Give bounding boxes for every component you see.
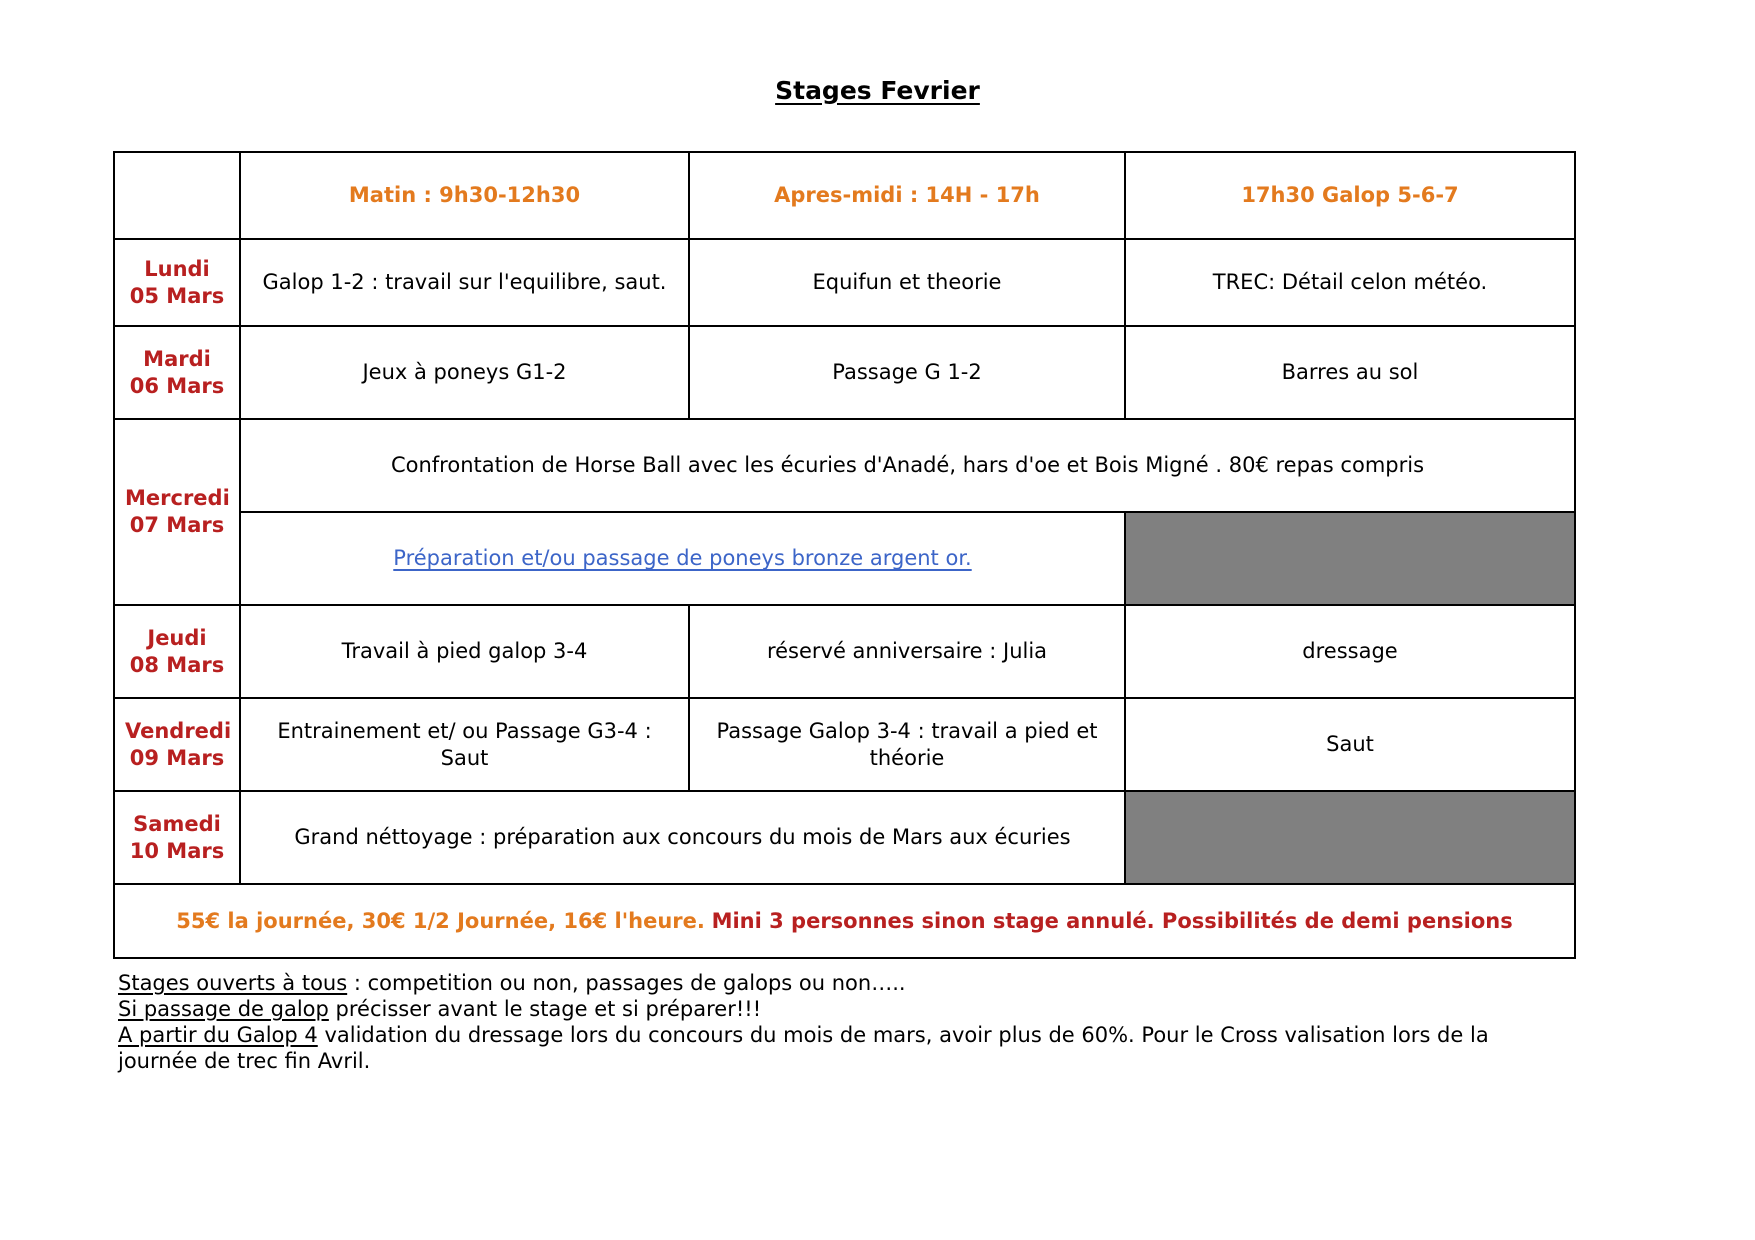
day-cell-vendredi <box>114 698 240 791</box>
table-header-row <box>114 152 1575 239</box>
cell-text-line: Passage Galop 3-4 : travail a pied et <box>716 718 1098 743</box>
note-underlined: A partir du Galop 4 <box>118 1023 318 1047</box>
day-date: 08 Mars <box>129 652 225 677</box>
header-matin: Matin : 9h30-12h30 <box>240 152 689 239</box>
cell-mercredi-blocked <box>1125 512 1575 605</box>
day-date: 06 Mars <box>129 373 225 398</box>
note-text: validation du dressage lors du concours du mois de mars, avoir plus de 60%. Pour le Cross valisation lors de la <box>317 1023 1489 1047</box>
table-row <box>114 419 1575 512</box>
cell-jeudi-matin: Travail à pied galop 3-4 <box>240 605 689 698</box>
note-underlined: Si passage de galop <box>118 997 329 1021</box>
table-row <box>114 605 1575 698</box>
day-cell-jeudi <box>114 605 240 698</box>
cell-samedi-matin-aprem: Grand néttoyage : préparation aux concours du mois de Mars aux écuries <box>240 791 1125 884</box>
pricing-cell <box>114 884 1575 958</box>
day-name: Mercredi <box>125 486 230 510</box>
cell-text-line: Saut <box>440 745 489 770</box>
table-row <box>114 326 1575 419</box>
day-name: Lundi <box>144 256 210 281</box>
notes-block <box>118 970 1558 1074</box>
day-cell-mercredi <box>114 419 240 605</box>
poneys-link[interactable]: Préparation et/ou passage de poneys bronze argent or. <box>393 546 972 570</box>
cell-mercredi-horse-ball: Confrontation de Horse Ball avec les écuries d'Anadé, hars d'oe et Bois Migné . 80€ repas compris <box>240 419 1575 512</box>
note-line <box>118 970 1558 996</box>
cell-lundi-soir: TREC: Détail celon météo. <box>1125 239 1575 326</box>
table-row <box>114 698 1575 791</box>
cell-lundi-apres-midi: Equifun et theorie <box>689 239 1125 326</box>
note-text: précisser avant le stage et si préparer!!! <box>328 997 762 1021</box>
day-name: Jeudi <box>147 625 207 650</box>
day-date: 09 Mars <box>129 745 225 770</box>
pricing-conditions: Mini 3 personnes sinon stage annulé. Possibilités de demi pensions <box>711 908 1513 933</box>
day-name: Mardi <box>143 346 211 371</box>
table-row <box>114 239 1575 326</box>
cell-mardi-apres-midi: Passage G 1-2 <box>689 326 1125 419</box>
header-soir: 17h30 Galop 5-6-7 <box>1125 152 1575 239</box>
cell-mardi-matin: Jeux à poneys G1-2 <box>240 326 689 419</box>
schedule-table <box>113 151 1576 959</box>
cell-vendredi-matin <box>240 698 689 791</box>
cell-lundi-matin: Galop 1-2 : travail sur l'equilibre, saut. <box>240 239 689 326</box>
pricing-row <box>114 884 1575 958</box>
pricing-prices: 55€ la journée, 30€ 1/2 Journée, 16€ l'heure. <box>176 908 705 933</box>
day-cell-lundi <box>114 239 240 326</box>
day-date: 07 Mars <box>129 513 225 537</box>
day-name: Samedi <box>133 811 221 836</box>
day-cell-mardi <box>114 326 240 419</box>
cell-jeudi-apres-midi: réservé anniversaire : Julia <box>689 605 1125 698</box>
page-title: Stages Fevrier <box>775 76 980 105</box>
cell-mardi-soir: Barres au sol <box>1125 326 1575 419</box>
cell-text-line: Entrainement et/ ou Passage G3-4 : <box>277 718 652 743</box>
header-corner-cell <box>114 152 240 239</box>
note-line: journée de trec fin Avril. <box>118 1049 371 1073</box>
cell-mercredi-poneys <box>240 512 1125 605</box>
table-row <box>114 512 1575 605</box>
cell-vendredi-apres-midi <box>689 698 1125 791</box>
day-date: 10 Mars <box>129 838 225 863</box>
day-name: Vendredi <box>125 718 232 743</box>
day-date: 05 Mars <box>129 283 225 308</box>
note-line <box>118 1022 1558 1048</box>
cell-jeudi-soir: dressage <box>1125 605 1575 698</box>
cell-vendredi-soir: Saut <box>1125 698 1575 791</box>
cell-text-line: théorie <box>869 745 945 770</box>
note-underlined: Stages ouverts à tous <box>118 971 348 995</box>
note-line <box>118 996 1558 1022</box>
table-row <box>114 791 1575 884</box>
day-cell-samedi <box>114 791 240 884</box>
cell-samedi-blocked <box>1125 791 1575 884</box>
note-text: : competition ou non, passages de galops ou non….. <box>347 971 906 995</box>
header-apres-midi: Apres-midi : 14H - 17h <box>689 152 1125 239</box>
